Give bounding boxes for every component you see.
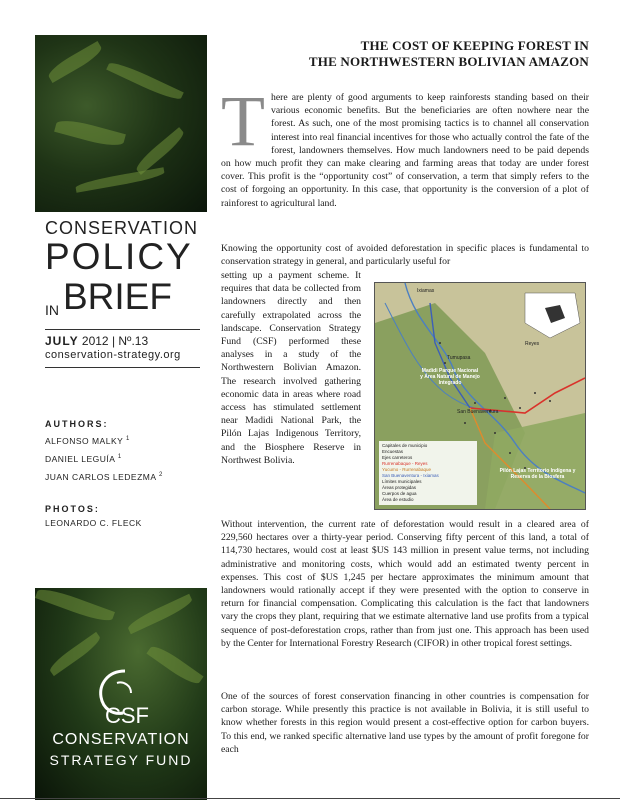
page-bottom-rule	[0, 798, 620, 799]
logo-line-conservation: CONSERVATION	[52, 731, 190, 748]
legend-item: Áreas protegidas	[382, 485, 417, 490]
paragraph-opportunity-cost-continued: setting up a payment scheme. It requires that data be collected from landowners directly and then carefully extrapolated across the landscape. Conservation Strategy Fund (CSF) performed these analyses in a study of the Northwestern Bolivian Amazon. The research involved gathering economic data in areas where road access has stimulated settlement near Madidi National Park, the Pilón Lajas Indigenous Territory, and the Biosphere Reserve in Northwest Bolivia.	[221, 270, 361, 466]
legend-item: Ejes carreteros	[382, 455, 413, 460]
photos-label: PHOTOS:	[45, 504, 100, 514]
title-line: THE NORTHWESTERN BOLIVIAN AMAZON	[308, 54, 589, 69]
map-label-reyes: Reyes	[525, 341, 540, 347]
legend-item: Área de estudio	[382, 497, 414, 502]
rainforest-photo-bottom	[35, 588, 207, 800]
author-name: DANIEL LEGUÍA $^1$	[45, 453, 122, 464]
photographer-name: LEONARDO C. FLECK	[45, 518, 142, 528]
series-line-policy: POLICY	[45, 236, 193, 277]
website-text: conservation-strategy.org	[45, 349, 181, 361]
paragraph-carbon: One of the sources of forest conservation financing in other countries is compensation for carbon storage. While presently this practice is not available in Bolivia, it is still useful to know whether forests in this region would present a cost-effective option for carbon buyers. To this end, we ranked specific alternative land use types by the amount of profit foregone for each	[221, 691, 589, 755]
map-label-madidi: Madidi Parque Nacional y Área Natural de Manejo Integrado	[420, 368, 480, 386]
legend-item: Yucumo - Rurrenabaque	[382, 467, 432, 472]
article-title	[221, 38, 589, 70]
map-label-san-buenaventura: San Buenaventura	[457, 409, 499, 415]
sidebar	[35, 35, 207, 800]
legend-item: Límites municipales	[382, 479, 422, 484]
paragraph-deforestation: Without intervention, the current rate of deforestation would result in a cleared area of 229,560 hectares over a thirty-year period. Conserving fifty percent of this land, a total of 114,730 hectares, would cost at least $US 143 million in present value terms, not including administrative and monitoring costs, which would add an estimated twenty percent in expenses. This cost of $US 1,245 per hectare approximates the minimum amount that landowners would rationally accept if they were presented with the option to conserve in return for financial compensation. Complicating this calculation is the fact that landowners vary the crops they plant, requiring that we estimate alternative land use profits from a typical sequence of post-deforestation crops, rather than from just one. This approach has been used by the Center for International Forestry Research (CIFOR) in other tropical forest settings.	[221, 519, 589, 649]
legend-item: Encuestas	[382, 449, 404, 454]
sidebar-divider	[45, 329, 200, 330]
author-name: JUAN CARLOS LEDEZMA $^2$	[45, 471, 163, 482]
authors-label: AUTHORS:	[45, 419, 109, 429]
legend-item: Cuerpos de agua	[382, 491, 417, 496]
title-line: THE COST OF KEEPING FOREST IN	[360, 38, 589, 53]
author-name: ALFONSO MALKY $^1$	[45, 435, 130, 446]
logo-line-strategy-fund: STRATEGY FUND	[49, 752, 193, 768]
map-legend	[379, 441, 477, 505]
paragraph-intro	[221, 81, 589, 210]
study-area-map	[374, 282, 586, 510]
map-label-pilon-lajas: Pilón Lajas Territorio Indígena y Reserva de la Biosfera	[499, 468, 576, 480]
legend-item: Capitales de municipio	[382, 443, 428, 448]
paragraph-intro-text: here are plenty of good arguments to keep rainforests standing based on their various economic benefits. But the beneficiaries are often nowhere near the forest. As such, one of the most promising tactics is to channel all conservation interest into real financial incentives for those who actually control the fate of the forest, landowners themselves. How much landowners need to be paid depends on how much profit they can make clearing and farming areas that today are under forest cover. This profit is the “opportunity cost” of conservation, a term that simply refers to the cost of forgoing an opportunity. In this case, that opportunity is the conversion of a plot of rainforest to agricultural land.	[221, 92, 589, 209]
map-label-tumupasa: Tumupasa	[447, 355, 471, 361]
sidebar-divider	[45, 367, 200, 368]
csf-logo-icon	[87, 663, 157, 733]
map-label-ixiamas: Ixiamas	[417, 288, 435, 294]
series-line-conservation: CONSERVATION	[45, 218, 199, 238]
rainforest-photo-top	[35, 35, 207, 212]
series-in: IN	[45, 302, 59, 318]
series-line-brief	[45, 276, 200, 318]
legend-item: San Buenaventura - Ixiamas	[382, 473, 439, 478]
series-title	[45, 218, 200, 318]
legend-item: Rurrenabaque - Reyes	[382, 461, 428, 466]
series-brief: BRIEF	[63, 276, 172, 317]
issue-number: 2012 | Nº.13	[78, 334, 149, 348]
issue-info	[45, 334, 148, 348]
issue-month: JULY	[45, 334, 79, 348]
paragraph-opportunity-cost: Knowing the opportunity cost of avoided deforestation in specific places is fundamental to conservation strategy in general, and particularly useful for	[221, 243, 589, 268]
drop-cap: T	[221, 81, 265, 161]
logo-mark: CSF	[105, 703, 149, 728]
authors-list	[45, 431, 163, 484]
